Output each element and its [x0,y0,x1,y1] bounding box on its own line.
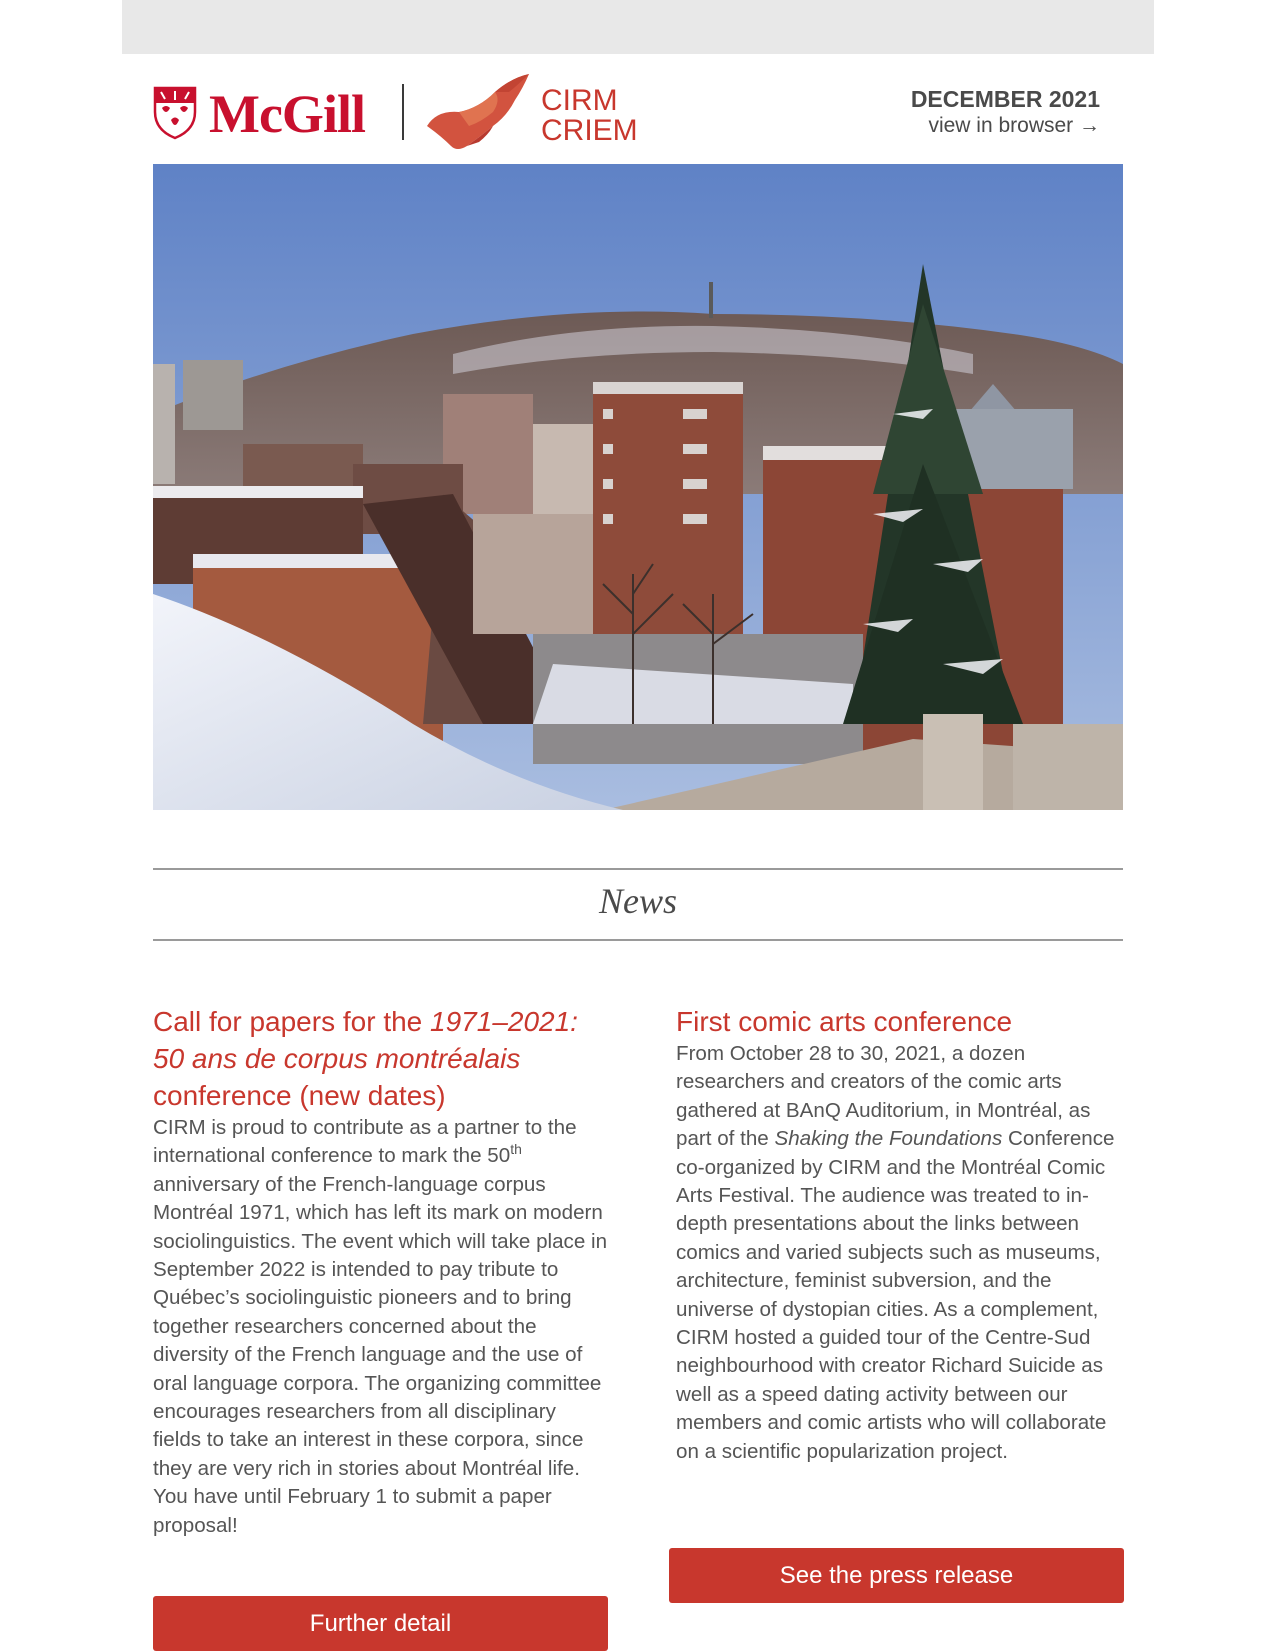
top-bar [122,0,1154,54]
section-rule-bottom [153,939,1123,941]
article-title: First comic arts conference [676,1006,1013,1037]
article-body [676,1040,1131,1466]
article-body [153,1114,608,1540]
mcgill-logo[interactable] [153,84,389,144]
article-body-sup: th [510,1141,522,1158]
article-title-italic: 1971–2021: 50 ans de corpus montréalais [153,1006,578,1074]
article-title [153,1003,608,1114]
cirm-montreal-island-icon [423,70,541,154]
logo-divider [402,84,404,140]
article-call-for-papers [153,1003,608,1540]
article-body-italic: Shaking the Foundations [774,1127,1003,1151]
section-rule-top [153,868,1123,870]
mcgill-wordmark: McGill [209,84,365,144]
further-detail-button[interactable]: Further detail [153,1596,608,1651]
section-title: News [598,881,677,921]
article-comic-arts-conference [676,1003,1131,1466]
hero-image [153,164,1123,810]
cirm-line-2: CRIEM [541,114,638,147]
see-press-release-button[interactable]: See the press release [669,1548,1124,1603]
article-body-post: Conference co-organized by CIRM and the Montréal Comic Arts Festival. The audience was treated to in-depth presentations about the links between comics and varied subjects such as museums, architecture, feminist subversion, and the universe of dystopian cities. As a complement, CIRM hosted a guided tour of the Centre-Sud neighbourhood with creator Richard Suicide as well as a speed dating activity between our members and comic artists who will collaborate on a scientific popularization project. [676,1127,1115,1463]
hero-photo [153,164,1123,810]
article-title-pre: Call for papers for the [153,1006,431,1037]
article-body-pre: CIRM is proud to contribute as a partner to the international conference to mark the 50 [153,1116,577,1168]
article-title-post: conference (new dates) [153,1080,446,1111]
view-in-browser-link[interactable]: view in browser → [928,114,1100,137]
cirm-wordmark [541,86,638,146]
mcgill-shield-icon [153,86,197,140]
header [153,68,1123,148]
article-body-pre: From October 28 to 30, 2021, a dozen researchers and creators of the comic arts gathered at BAnQ Auditorium, in Montréal, as part of the [676,1042,1091,1151]
cirm-line-1: CIRM [541,84,618,117]
issue-date: DECEMBER 2021 [910,86,1100,112]
article-body-post: anniversary of the French-language corpus Montréal 1971, which has left its mark on modern sociolinguistics. The event which will take place in September 2022 is intended to pay tribute to Québec’s sociolinguistic pioneers and to bring together researchers concerned about the diversity of the French language and the use of oral language corpora. The organizing committee encourages researchers from all disciplinary fields to take an interest in these corpora, since they are very rich in stories about Montréal life. You have until February 1 to submit a paper proposal! [153,1172,608,1537]
